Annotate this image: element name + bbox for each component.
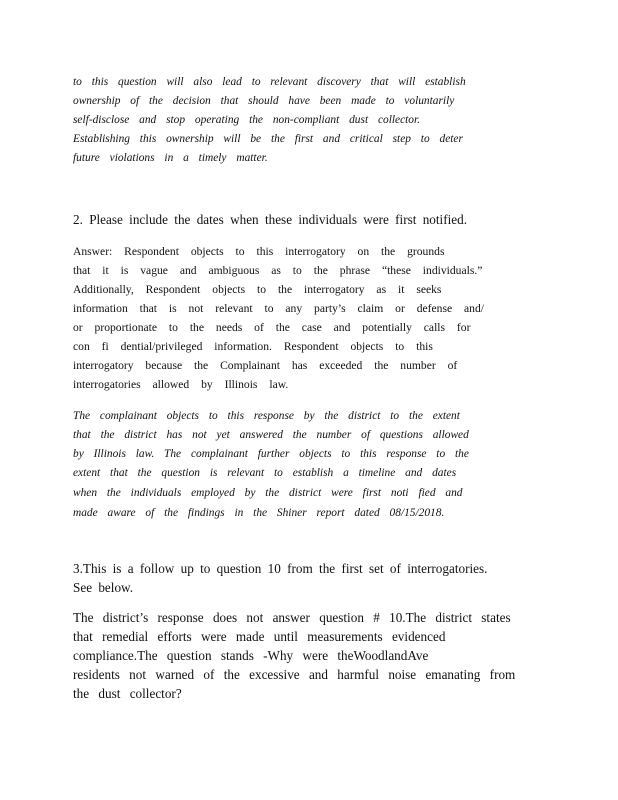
text-line: Establishing this ownership will be the first and critical step to deter [73,133,463,145]
text-line: that remedial efforts were made until measurements evidenced [73,629,446,644]
text-line: or proportionate to the needs of the case and potentially calls for [73,321,471,334]
text-line: ownership of the decision that should have been made to voluntarily [73,95,455,107]
text-line: by Illinois law. The complainant further objects to this response to the [73,448,469,460]
text-line: future violations in a timely matter. [73,152,268,164]
text-line: con fi dential/privileged information. Respondent objects to this [73,340,433,353]
text-line: to this question will also lead to relevant discovery that will establish [73,76,466,88]
text-line: residents not warned of the excessive and harmful noise emanating from [73,667,516,682]
text-line: The district’s response does not answer question # 10.The district states [73,610,511,625]
text-line: self-disclose and stop operating the non-compliant dust collector. [73,114,421,126]
text-line: the dust collector? [73,686,182,701]
text-line: Additionally, Respondent objects to the interrogatory as it seeks [73,283,442,296]
text-line: The complainant objects to this response by the district to the extent [73,410,460,422]
text-line: when the individuals employed by the district were first noti fied and [73,487,463,499]
text-line: that it is vague and ambiguous as to the phrase “these individuals.” [73,264,483,277]
text-line: that the district has not yet answered the number of questions allowed [73,429,469,441]
text-line: See below. [73,580,134,595]
text-line: made aware of the findings in the Shiner report dated 08/15/2018. [73,507,445,519]
text-line: Answer: Respondent objects to this interrogatory on the grounds [73,245,445,258]
question-2-heading: 2. Please include the dates when these individuals were first notified. [73,212,468,227]
text-line: information that is not relevant to any party’s claim or defense and/ [73,302,484,315]
text-line: interrogatory because the Complainant has exceeded the number of [73,359,458,372]
text-line: interrogatories allowed by Illinois law. [73,378,289,391]
text-line: compliance.The question stands -Why were theWoodlandAve [73,648,429,663]
text-line: 3.This is a follow up to question 10 from the first set of interrogatories. [73,561,488,576]
text-line: extent that the question is relevant to establish a timeline and dates [73,467,457,479]
